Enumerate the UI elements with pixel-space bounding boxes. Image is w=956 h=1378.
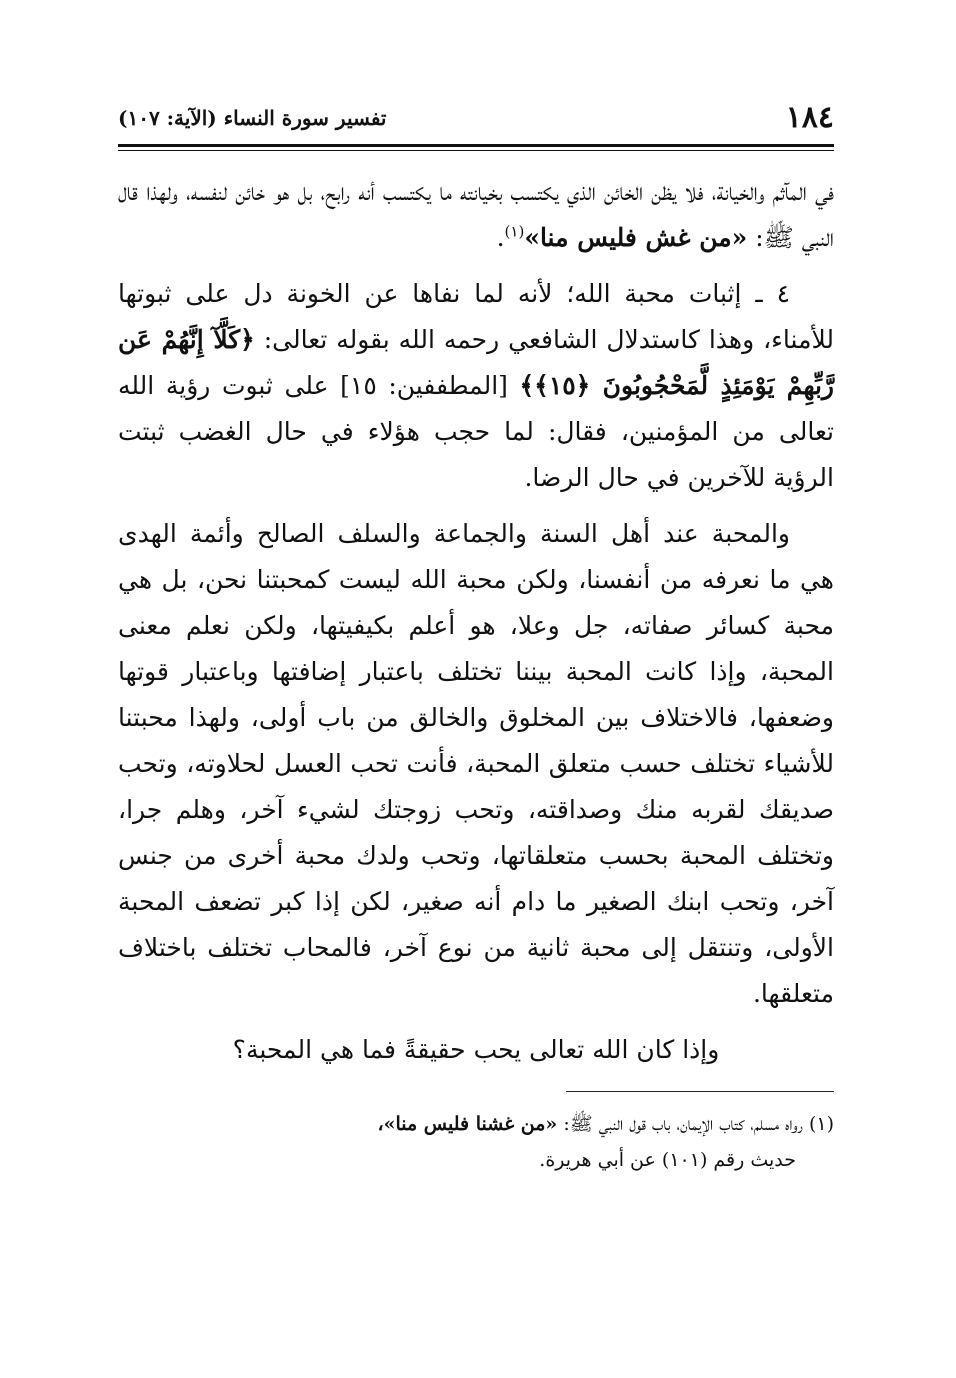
page-number: ١٨٤ [785, 100, 834, 135]
paragraph-1-text: في المآثم والخيانة، فلا يظن الخائن الذي يكتسب بخيانته ما يكتسب أنه رابح، بل هو خائن لنفسه، ولهذا قال النبي ﷺ: [118, 177, 834, 252]
closing-question: وإذا كان الله تعالى يحب حقيقةً فما هي المحبة؟ [232, 1035, 720, 1064]
paragraph-2-text: ٤ ـ إثبات محبة الله؛ لأنه لما نفاها عن الخونة دل على ثبوتها للأمناء، وهذا كاستدلال الشافعي رحمه الله بقوله تعالى: [118, 279, 835, 354]
footnote-number: (١) [808, 1113, 834, 1135]
footnote-marker: (١) [504, 222, 525, 241]
footnote-quote: «من غشنا فليس منا»، [377, 1113, 558, 1135]
hadith-quote: «من غش فليس منا» [524, 223, 748, 252]
paragraph-1-end: . [496, 223, 505, 252]
paragraph-1 [118, 169, 834, 261]
footnote-text: رواه مسلم، كتاب الإيمان، باب قول النبي ﷺ: [557, 1113, 809, 1135]
footnote [118, 1106, 834, 1178]
page-header [118, 92, 834, 138]
book-page [118, 92, 834, 1178]
body-text [118, 169, 834, 1073]
header-rule [118, 144, 834, 151]
verse-reference: [المطففين: ١٥] [328, 371, 520, 400]
footnote-rule [566, 1091, 834, 1092]
footnote-line-2: حديث رقم (١٠١) عن أبي هريرة. [539, 1149, 796, 1171]
paragraph-2 [118, 271, 834, 501]
paragraph-3: والمحبة عند أهل السنة والجماعة والسلف الصالح وأئمة الهدى هي ما نعرفه من أنفسنا، ولكن محبة الله ليست كمحبتنا نحن، بل هي محبة كسائر صفاته، جل وعلا، هو أعلم بكيفيتها، ولكن نعلم معنى المحبة، وإذا كانت المحبة بيننا تختلف باعتبار إضافتها وباعتبار قوتها وضعفها، فالاختلاف بين المخلوق والخالق من باب أولى، ولهذا محبتنا للأشياء تختلف حسب متعلق المحبة، فأنت تحب العسل لحلاوته، وتحب صديقك لقربه منك وصداقته، وتحب زوجتك لشيء آخر، وهلم جرا، وتختلف المحبة بحسب متعلقاتها، وتحب ولدك محبة أخرى من جنس آخر، وتحب ابنك الصغير ما دام أنه صغير، لكن إذا كبر تضعف المحبة الأولى، وتنتقل إلى محبة ثانية من نوع آخر، فالمحاب تختلف باختلاف متعلقها. [118, 519, 834, 1008]
paragraph-2-end: على ثبوت رؤية الله تعالى من المؤمنين، فقال: لما حجب هؤلاء في حال الغضب ثبتت الرؤية للآخرين في حال الرضا. [118, 371, 834, 492]
footnote-line-1 [118, 1106, 834, 1142]
quran-verse: ﴿كَلَّآ إِنَّهُمْ عَن رَّبِّهِمْ يَوْمَئِذٍ لَّمَحْجُوبُونَ ﴿١٥﴾﴾ [118, 325, 834, 400]
running-title: تفسير سورة النساء (الآية: ١٠٧) [118, 106, 387, 130]
